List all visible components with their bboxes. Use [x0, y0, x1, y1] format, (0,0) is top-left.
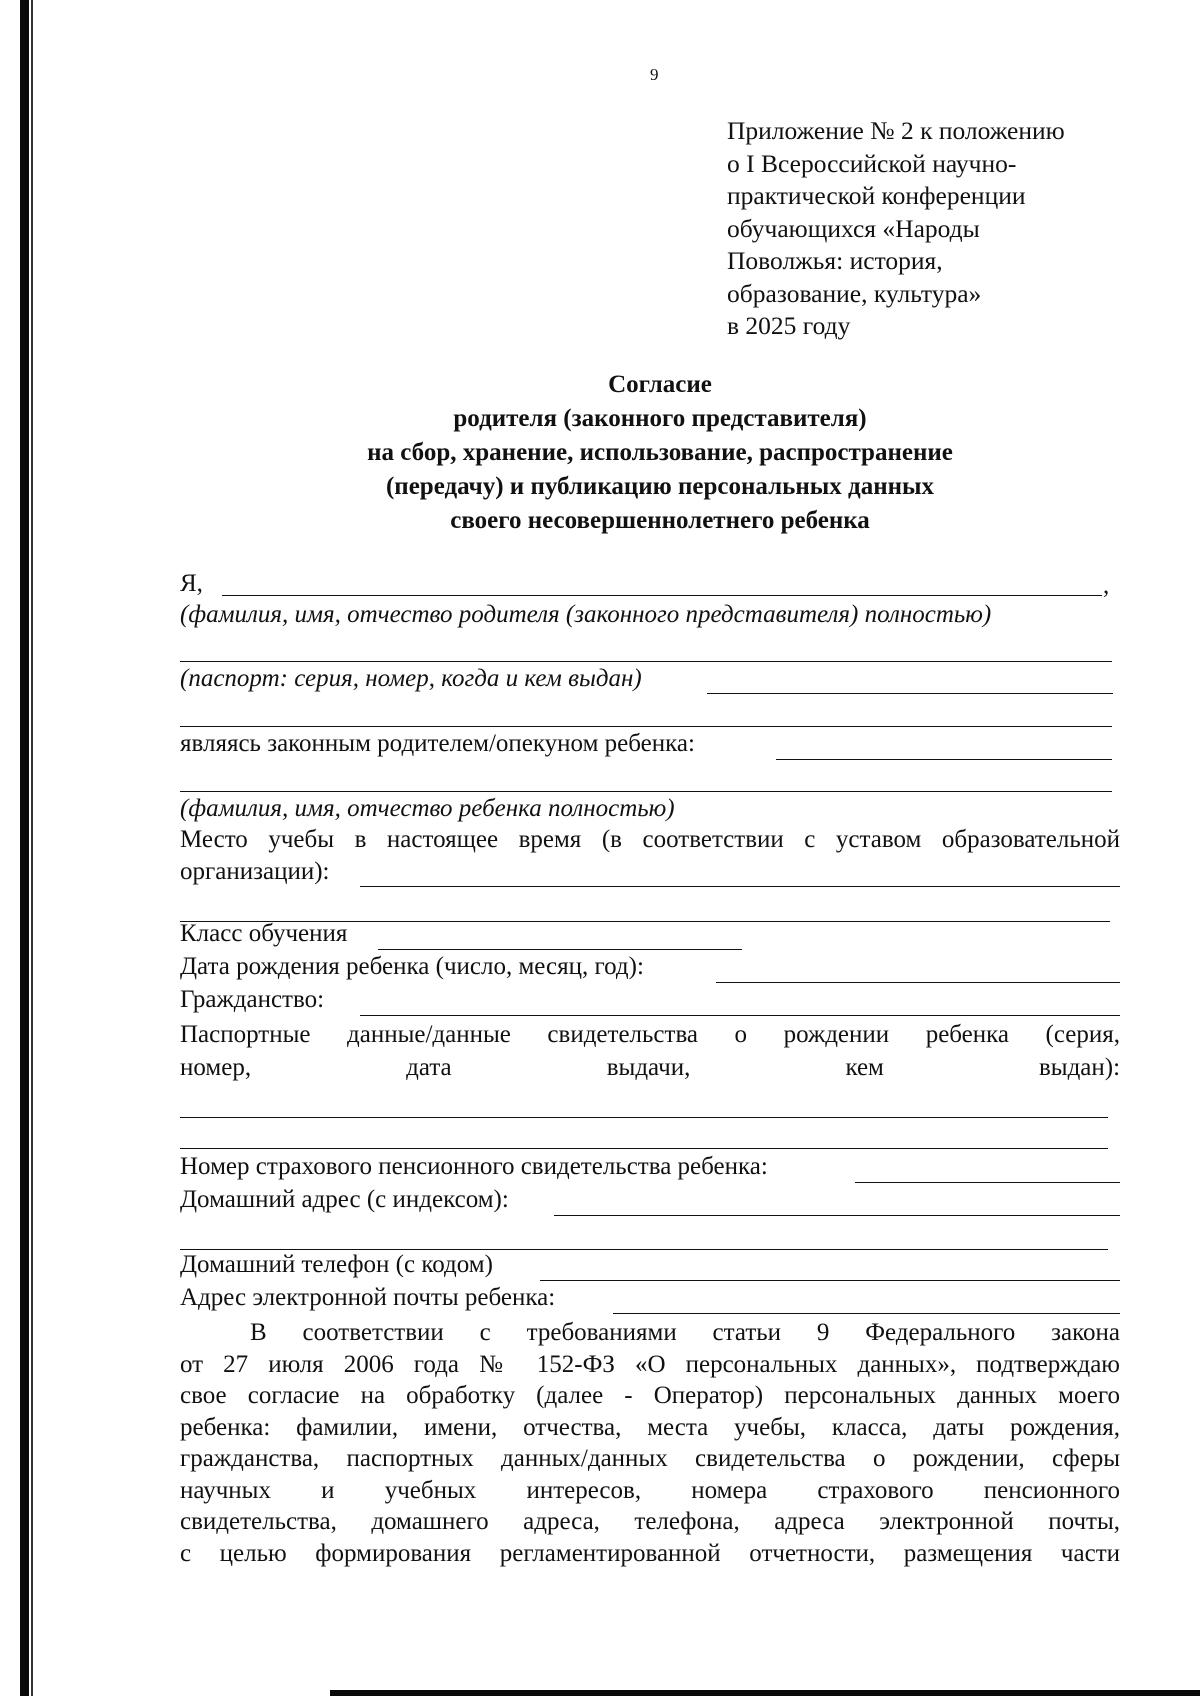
paragraph-line: гражданства, паспортных данных/данных свидетельства о рождении, сферы: [180, 1445, 1120, 1472]
child-passport-field-2[interactable]: [180, 1148, 1108, 1149]
child-passport-word: номер,: [180, 1054, 252, 1081]
consent-paragraph: [180, 1317, 1120, 1569]
class-field[interactable]: [378, 949, 742, 950]
parent-name-comma: ,: [1103, 572, 1110, 599]
title-line: на сбор, хранение, использование, распространение: [367, 439, 953, 466]
snils-field[interactable]: [855, 1182, 1120, 1183]
parent-name-label: Я,: [180, 570, 203, 597]
appendix-line: Поволжья: история,: [727, 246, 943, 275]
document-title: [150, 368, 1170, 538]
birth-date-label: Дата рождения ребенка (число, месяц, год):: [180, 953, 644, 980]
page-number: 9: [650, 65, 659, 84]
parent-name-hint: (фамилия, имя, отчество родителя (законного представителя) полностью): [180, 601, 992, 628]
citizenship-field[interactable]: [360, 1015, 1120, 1016]
snils-label: Номер страхового пенсионного свидетельства ребенка:: [180, 1153, 768, 1180]
study-place-field[interactable]: [360, 886, 1120, 887]
child-passport-label: Паспортные данные/данные свидетельства о рождении ребенка (серия,: [180, 1021, 1120, 1048]
title-line: (передачу) и публикацию персональных данных: [385, 473, 935, 500]
scan-binding-edge-bottom: [330, 1690, 1200, 1696]
child-name-hint: (фамилия, имя, отчество ребенка полностью): [180, 795, 675, 822]
child-passport-word: выдачи,: [606, 1054, 691, 1081]
appendix-line: практической конференции: [727, 181, 1026, 210]
scan-binding-edge-left: [20, 0, 29, 1696]
study-place-label-2: организации):: [180, 858, 330, 885]
guardian-label: являясь законным родителем/опекуном ребенка:: [180, 730, 695, 757]
child-passport-word: дата: [406, 1054, 452, 1081]
paragraph-line: свое согласие на обработку (далее - Оператор) персональных данных моего: [180, 1382, 1120, 1409]
appendix-line: Приложение № 2 к положению: [727, 116, 1065, 145]
title-line: родителя (законного представителя): [453, 405, 867, 432]
birth-date-field[interactable]: [716, 982, 1120, 983]
address-label: Домашний адрес (с индексом):: [180, 1186, 509, 1213]
paragraph-line: ребенка: фамилии, имени, отчества, места учебы, класса, даты рождения,: [180, 1413, 1120, 1441]
paragraph-line: от 27 июля 2006 года № 152-ФЗ «О персональных данных», подтверждаю: [180, 1350, 1120, 1378]
appendix-line: обучающихся «Народы: [727, 213, 980, 243]
paragraph-line: научных и учебных интересов, номера страхового пенсионного: [180, 1476, 1120, 1504]
study-place-label: Место учебы в настоящее время (в соответствии с уставом образовательной: [180, 826, 1120, 853]
parent-extra-field[interactable]: [180, 661, 1112, 662]
passport-field[interactable]: [707, 693, 1113, 694]
paragraph-line: В соответствии с требованиями статьи 9 Федерального закона: [250, 1319, 1120, 1346]
email-label: Адрес электронной почты ребенка:: [180, 1284, 556, 1311]
appendix-header: [727, 115, 1127, 343]
child-passport-field[interactable]: [180, 1117, 1108, 1118]
appendix-line: образование, культура»: [727, 278, 982, 308]
child-name-field[interactable]: [776, 759, 1112, 760]
child-passport-word: кем: [845, 1054, 884, 1081]
child-passport-word: выдан):: [1038, 1054, 1121, 1081]
passport-hint: (паспорт: серия, номер, когда и кем выдан): [180, 665, 642, 692]
child-passport-label-2: [180, 1054, 1120, 1082]
appendix-line: в 2025 году: [727, 311, 851, 340]
title-line: своего несовершеннолетнего ребенка: [450, 507, 870, 534]
passport-field-2[interactable]: [180, 726, 1112, 727]
paragraph-line: с целью формирования регламентированной отчетности, размещения части: [180, 1539, 1120, 1567]
paragraph-line: свидетельства, домашнего адреса, телефона, адреса электронной почты,: [180, 1508, 1120, 1535]
citizenship-label: Гражданство:: [180, 986, 325, 1013]
child-name-field-2[interactable]: [180, 791, 1112, 792]
class-label: Класс обучения: [180, 920, 348, 947]
address-field-2[interactable]: [180, 1249, 1108, 1250]
phone-field[interactable]: [540, 1280, 1120, 1281]
appendix-line: о I Всероссийской научно-: [727, 148, 1017, 178]
email-field[interactable]: [613, 1313, 1120, 1314]
title-line: Согласие: [608, 371, 712, 398]
parent-name-field[interactable]: [222, 595, 1102, 596]
address-field[interactable]: [554, 1215, 1120, 1216]
scan-binding-edge-left-inner: [31, 0, 33, 1696]
phone-label: Домашний телефон (с кодом): [180, 1251, 493, 1278]
